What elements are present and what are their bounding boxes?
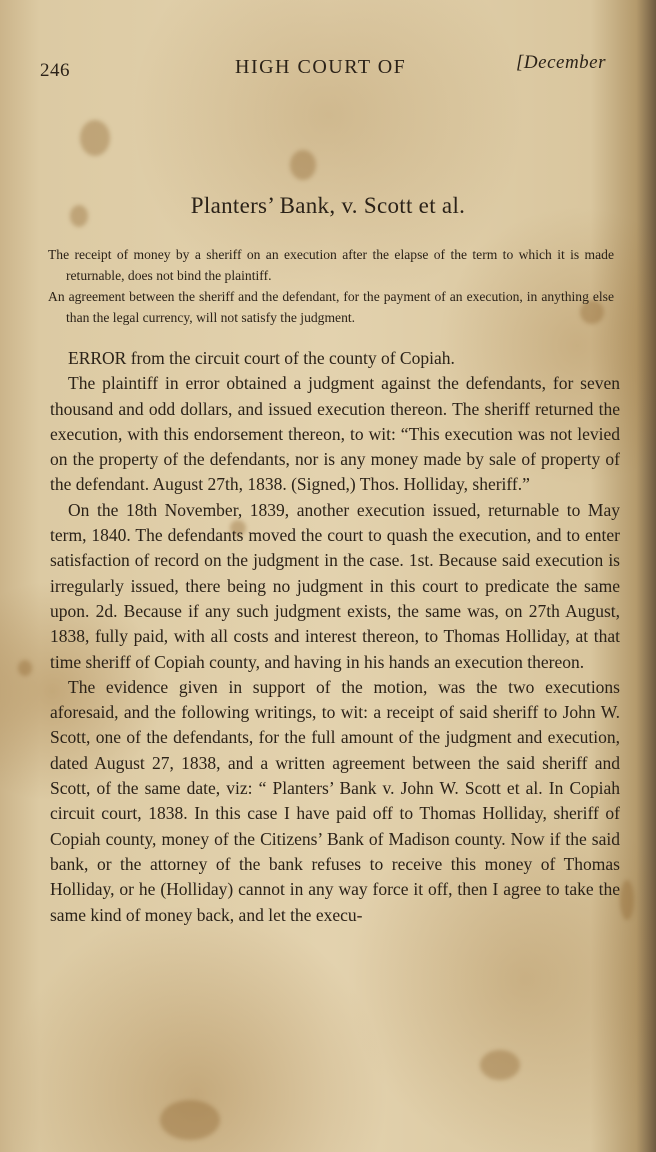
body-paragraph: The plaintiff in error obtained a judgment against the defendants, for seven thousand and odd dollars, and issued execution thereon. The sheriff returned the execution, with this endorsement thereon, to wit: “This execution was not levied on the property of the defendants, nor is any money made by sale of property of the defendant. August 27th, 1838. (Signed,) Thos. Holliday, sheriff.”: [50, 373, 620, 495]
foxing-stain: [620, 880, 634, 920]
opinion-body: [50, 346, 620, 928]
foxing-stain: [290, 150, 316, 180]
syllabus-paragraph: An agreement between the sheriff and the defendant, for the payment of an execution, in anything else than the legal currency, will not satisfy the judgment.: [48, 289, 614, 325]
page-number: 246: [40, 60, 70, 81]
body-paragraph: The evidence given in support of the motion, was the two executions aforesaid, and the following writings, to wit: a receipt of said sheriff to John W. Scott, one of the defendants, for the full amount of the judgment and execution, dated August 27, 1838, and a written agreement between the said sheriff and Scott, of the same date, viz: “ Planters’ Bank v. John W. Scott et al. In Copiah circuit court, 1838. In this case I have paid off to Thomas Holliday, sheriff of Copiah county, money of the Citizens’ Bank of Madison county. Now if the said bank, or the attorney of the bank refuses to receive this money of Thomas Holliday, or he (Holliday) cannot in any way force it off, then I agree to take the same kind of money back, and let the execu-: [50, 676, 620, 925]
running-header: [40, 52, 610, 86]
foxing-stain: [480, 1050, 520, 1080]
foxing-stain: [80, 120, 110, 156]
body-paragraph: On the 18th November, 1839, another execution issued, returnable to May term, 1840. The defendants moved the court to quash the execution, and to enter satisfaction of record on the judgment in the case. 1st. Because said execution is irregularly issued, there being no judgment in this court to predicate the same upon. 2d. Because if any such judgment exists, the same was, on 27th August, 1838, fully paid, with all costs and interest thereon, to Thomas Holliday, at that time sheriff of Copiah county, and having in his hands an execution thereon.: [50, 499, 620, 672]
case-title: Planters’ Bank, v. Scott et al.: [190, 193, 466, 218]
body-paragraph: ERROR from the circuit court of the county of Copiah.: [68, 348, 455, 368]
syllabus: [48, 244, 614, 328]
running-date: [December: [516, 52, 606, 73]
syllabus-paragraph: The receipt of money by a sheriff on an execution after the elapse of the term to which it is made returnable, does not bind the plaintiff.: [48, 247, 614, 283]
foxing-stain: [18, 660, 32, 676]
running-title: HIGH COURT OF: [235, 56, 407, 78]
foxing-stain: [160, 1100, 220, 1140]
